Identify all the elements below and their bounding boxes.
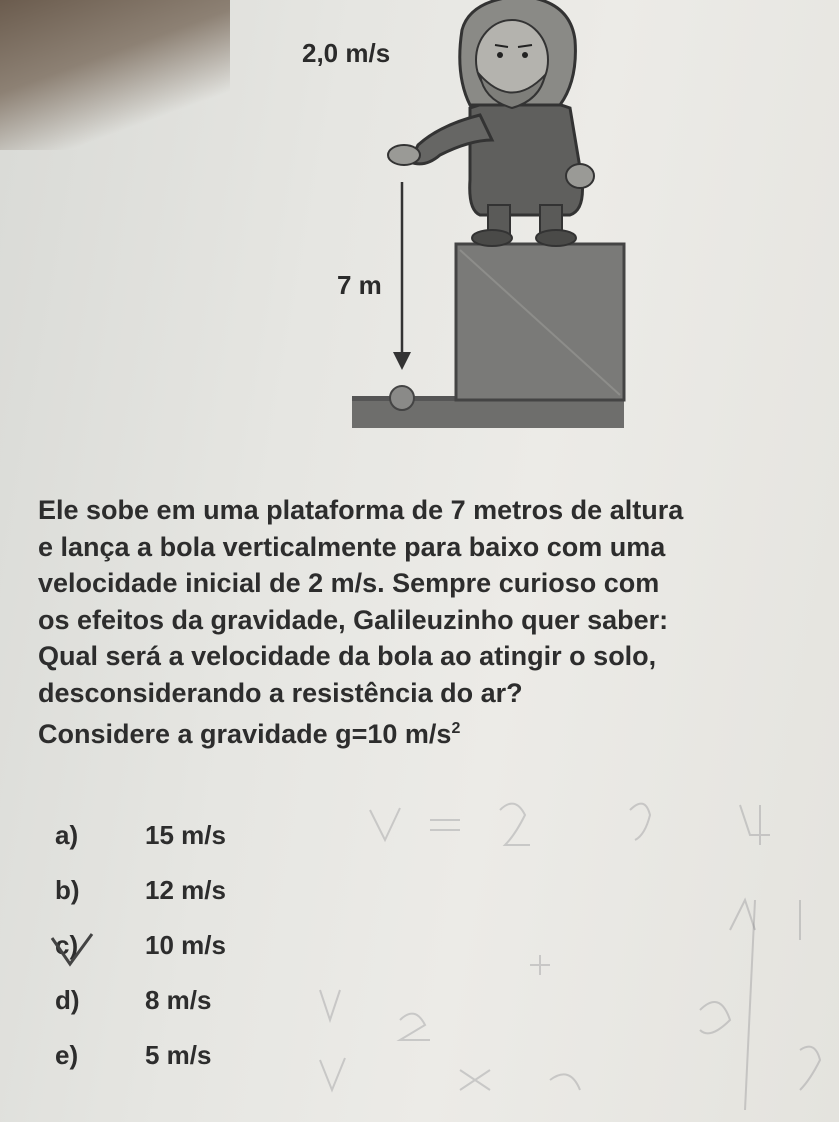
option-value: 5 m/s (145, 1040, 212, 1070)
option-d[interactable] (55, 985, 212, 1025)
option-value: 15 m/s (145, 820, 226, 850)
option-a[interactable] (55, 820, 226, 860)
option-letter: b) (55, 875, 80, 905)
gravity-prefix: Considere a gravidade (38, 719, 336, 749)
option-letter: c) (55, 930, 79, 960)
option-value: 8 m/s (145, 985, 212, 1015)
option-letter: d) (55, 985, 80, 1015)
pencil-scribbles (300, 790, 830, 1110)
gravity-value: g=10 m/s (335, 719, 452, 749)
problem-line: e lança a bola verticalmente para baixo com uma (38, 531, 666, 562)
ball (390, 386, 414, 410)
check-mark-icon (48, 930, 98, 970)
problem-statement (38, 492, 818, 753)
problem-line: Ele sobe em uma plataforma de 7 metros de altura (38, 495, 684, 525)
option-value: 10 m/s (145, 930, 226, 960)
problem-line: Qual será a velocidade da bola ao atingir o solo, (38, 641, 657, 671)
option-b[interactable] (55, 875, 226, 915)
option-letter: e) (55, 1040, 79, 1070)
option-value: 12 m/s (145, 875, 226, 905)
platform-height-label: 7 m (337, 270, 382, 300)
problem-line: velocidade inicial de 2 m/s. Sempre curioso com (38, 568, 660, 598)
gravity-exponent: 2 (451, 720, 461, 737)
option-letter: a) (55, 820, 79, 850)
problem-line: desconsiderando a resistência do ar? (38, 677, 523, 708)
option-e[interactable] (55, 1040, 212, 1080)
statue-figure-illustration (0, 0, 839, 440)
statue-robe (470, 99, 583, 215)
problem-line: os efeitos da gravidade, Galileuzinho quer saber: (38, 604, 669, 635)
gravity-line (38, 711, 818, 753)
initial-velocity-label: 2,0 m/s (302, 38, 391, 68)
